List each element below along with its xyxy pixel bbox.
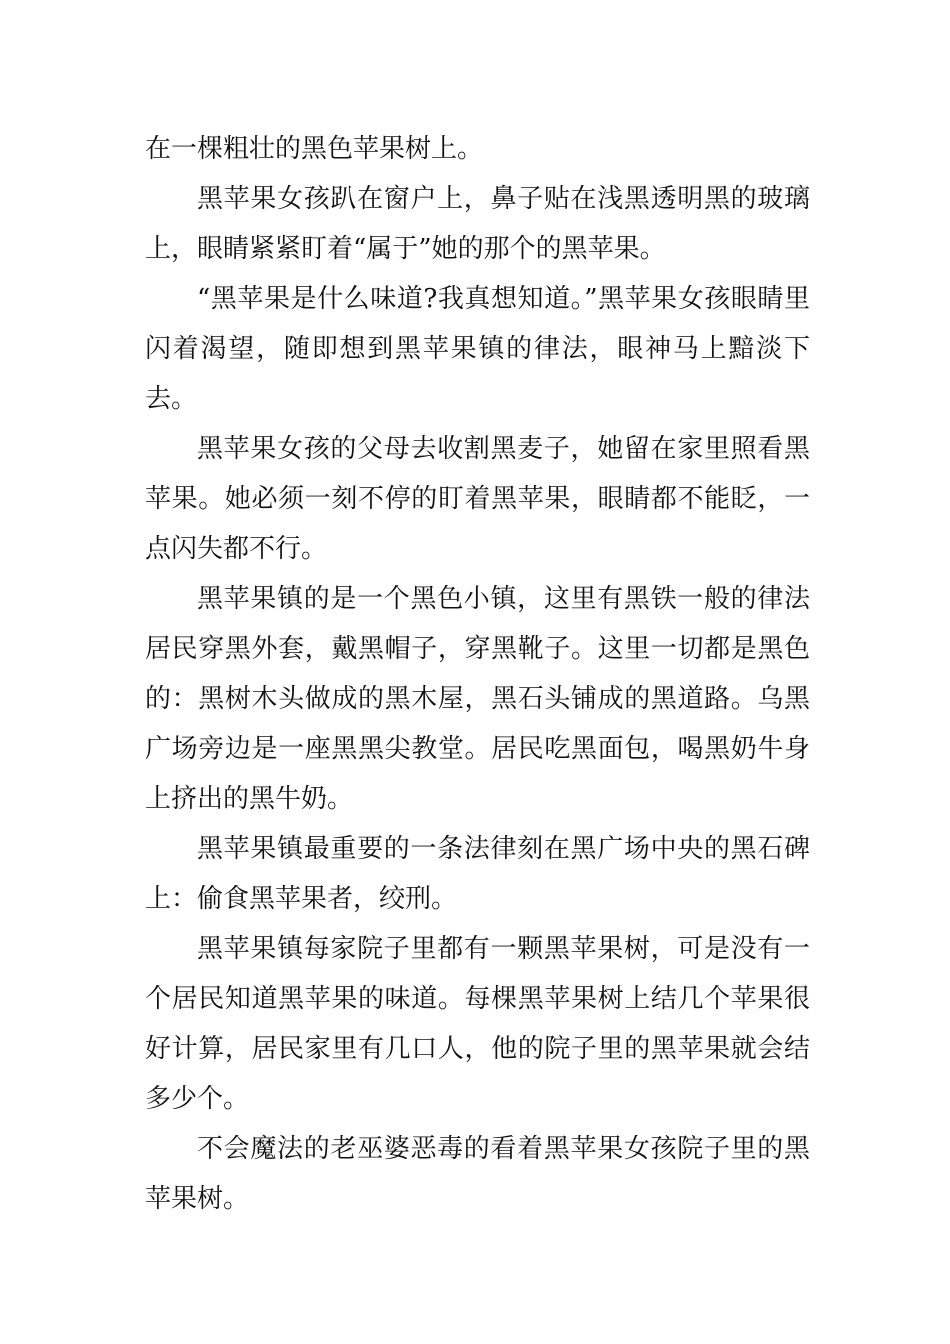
paragraph-parents: 黑苹果女孩的父母去收割黑麦子，她留在家里照看黑苹果。她必须一刻不停的盯着黑苹果，眼睛都不能眨，一点闪失都不行。 <box>145 434 810 564</box>
paragraph-law: 黑苹果镇最重要的一条法律刻在黑广场中央的黑石碑上：偷食黑苹果者，绞刑。 <box>145 834 810 914</box>
paragraph-wish: “黑苹果是什么味道?我真想知道。”黑苹果女孩眼睛里闪着渴望，随即想到黑苹果镇的律法，眼神马上黯淡下去。 <box>145 284 810 414</box>
paragraph-window: 黑苹果女孩趴在窗户上，鼻子贴在浅黑透明黑的玻璃上，眼睛紧紧盯着“属于”她的那个的黑苹果。 <box>145 184 810 264</box>
paragraph-trees: 黑苹果镇每家院子里都有一颗黑苹果树，可是没有一个居民知道黑苹果的味道。每棵黑苹果树上结几个苹果很好计算，居民家里有几口人，他的院子里的黑苹果就会结多少个。 <box>145 934 810 1114</box>
paragraph-town: 黑苹果镇的是一个黑色小镇，这里有黑铁一般的律法居民穿黑外套，戴黑帽子，穿黑靴子。这里一切都是黑色的：黑树木头做成的黑木屋，黑石头铺成的黑道路。乌黑广场旁边是一座黑黑尖教堂。居民吃黑面包，喝黑奶牛身上挤出的黑牛奶。 <box>145 584 810 814</box>
paragraph-witch: 不会魔法的老巫婆恶毒的看着黑苹果女孩院子里的黑苹果树。 <box>145 1134 810 1214</box>
document-page <box>145 124 810 1224</box>
paragraph-continuation: 在一棵粗壮的黑色苹果树上。 <box>145 134 484 164</box>
